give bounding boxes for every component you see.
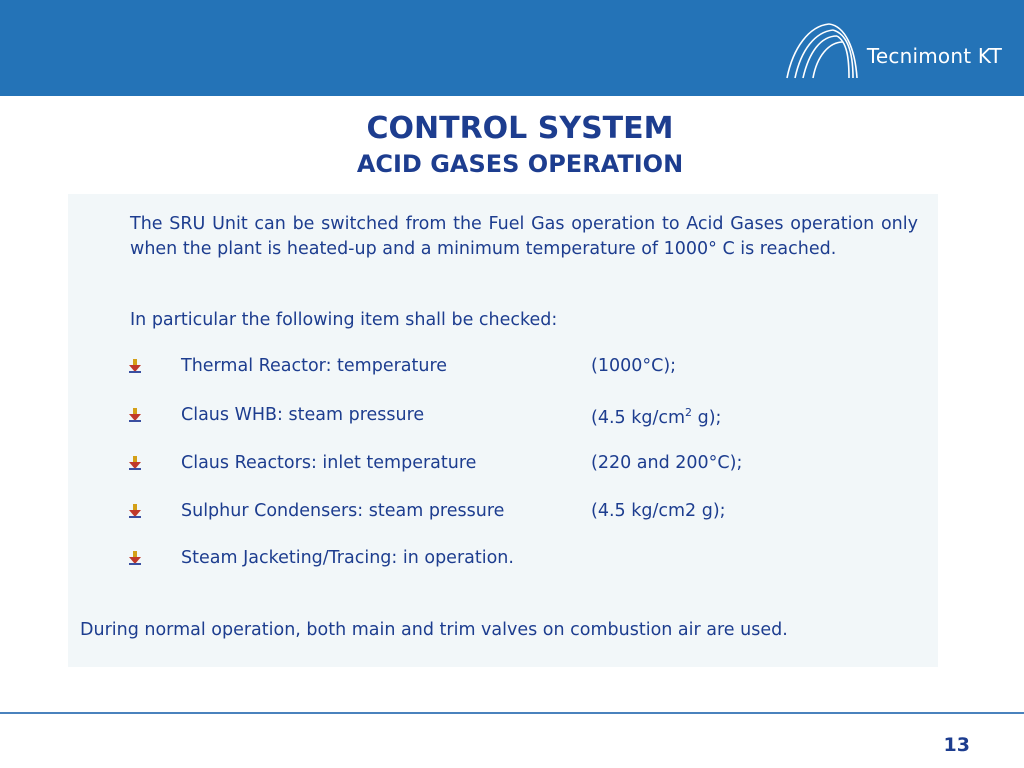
- item-value: [591, 401, 721, 430]
- list-item: [128, 354, 677, 378]
- item-value: (1000°C);: [591, 356, 677, 376]
- arrow-down-bullet-icon: [128, 504, 142, 518]
- list-item: [128, 403, 722, 428]
- item-label: Thermal Reactor: temperature: [181, 356, 448, 376]
- content-panel: [68, 194, 938, 667]
- logo-text: Tecnimont KT: [866, 44, 1002, 68]
- list-item: [128, 546, 514, 570]
- item-label: Claus Reactors: inlet temperature: [181, 453, 477, 473]
- item-value-superscript: 2: [685, 405, 693, 419]
- list-item: [128, 451, 743, 475]
- item-label: Steam Jacketing/Tracing: in operation.: [181, 548, 514, 568]
- item-value-suffix: g);: [692, 407, 722, 428]
- item-label: Claus WHB: steam pressure: [181, 405, 425, 425]
- item-value: (4.5 kg/cm2 g);: [591, 501, 726, 521]
- company-logo: [783, 18, 1002, 80]
- arrow-down-bullet-icon: [128, 359, 142, 373]
- title-subtitle: ACID GASES OPERATION: [356, 150, 684, 178]
- arrow-down-bullet-icon: [128, 408, 142, 422]
- item-value-prefix: (4.5 kg/cm: [591, 407, 686, 428]
- bottom-divider: [0, 712, 1024, 714]
- page-number: 13: [943, 734, 970, 756]
- title-main: CONTROL SYSTEM: [366, 111, 674, 146]
- slide-title: [0, 110, 1024, 180]
- item-label: Sulphur Condensers: steam pressure: [181, 501, 505, 521]
- header-bar: [0, 0, 1024, 96]
- arrow-down-bullet-icon: [128, 551, 142, 565]
- item-value: (220 and 200°C);: [591, 453, 743, 473]
- intro-paragraph: The SRU Unit can be switched from the Fuel Gas operation to Acid Gases operation only when the plant is heated-up and a minimum temperature of 1000° C is reached.: [130, 214, 918, 259]
- checklist-intro: In particular the following item shall be checked:: [130, 310, 558, 330]
- closing-note: During normal operation, both main and trim valves on combustion air are used.: [80, 620, 788, 640]
- arched-lines-icon: [783, 18, 863, 80]
- list-item: [128, 499, 726, 523]
- arrow-down-bullet-icon: [128, 456, 142, 470]
